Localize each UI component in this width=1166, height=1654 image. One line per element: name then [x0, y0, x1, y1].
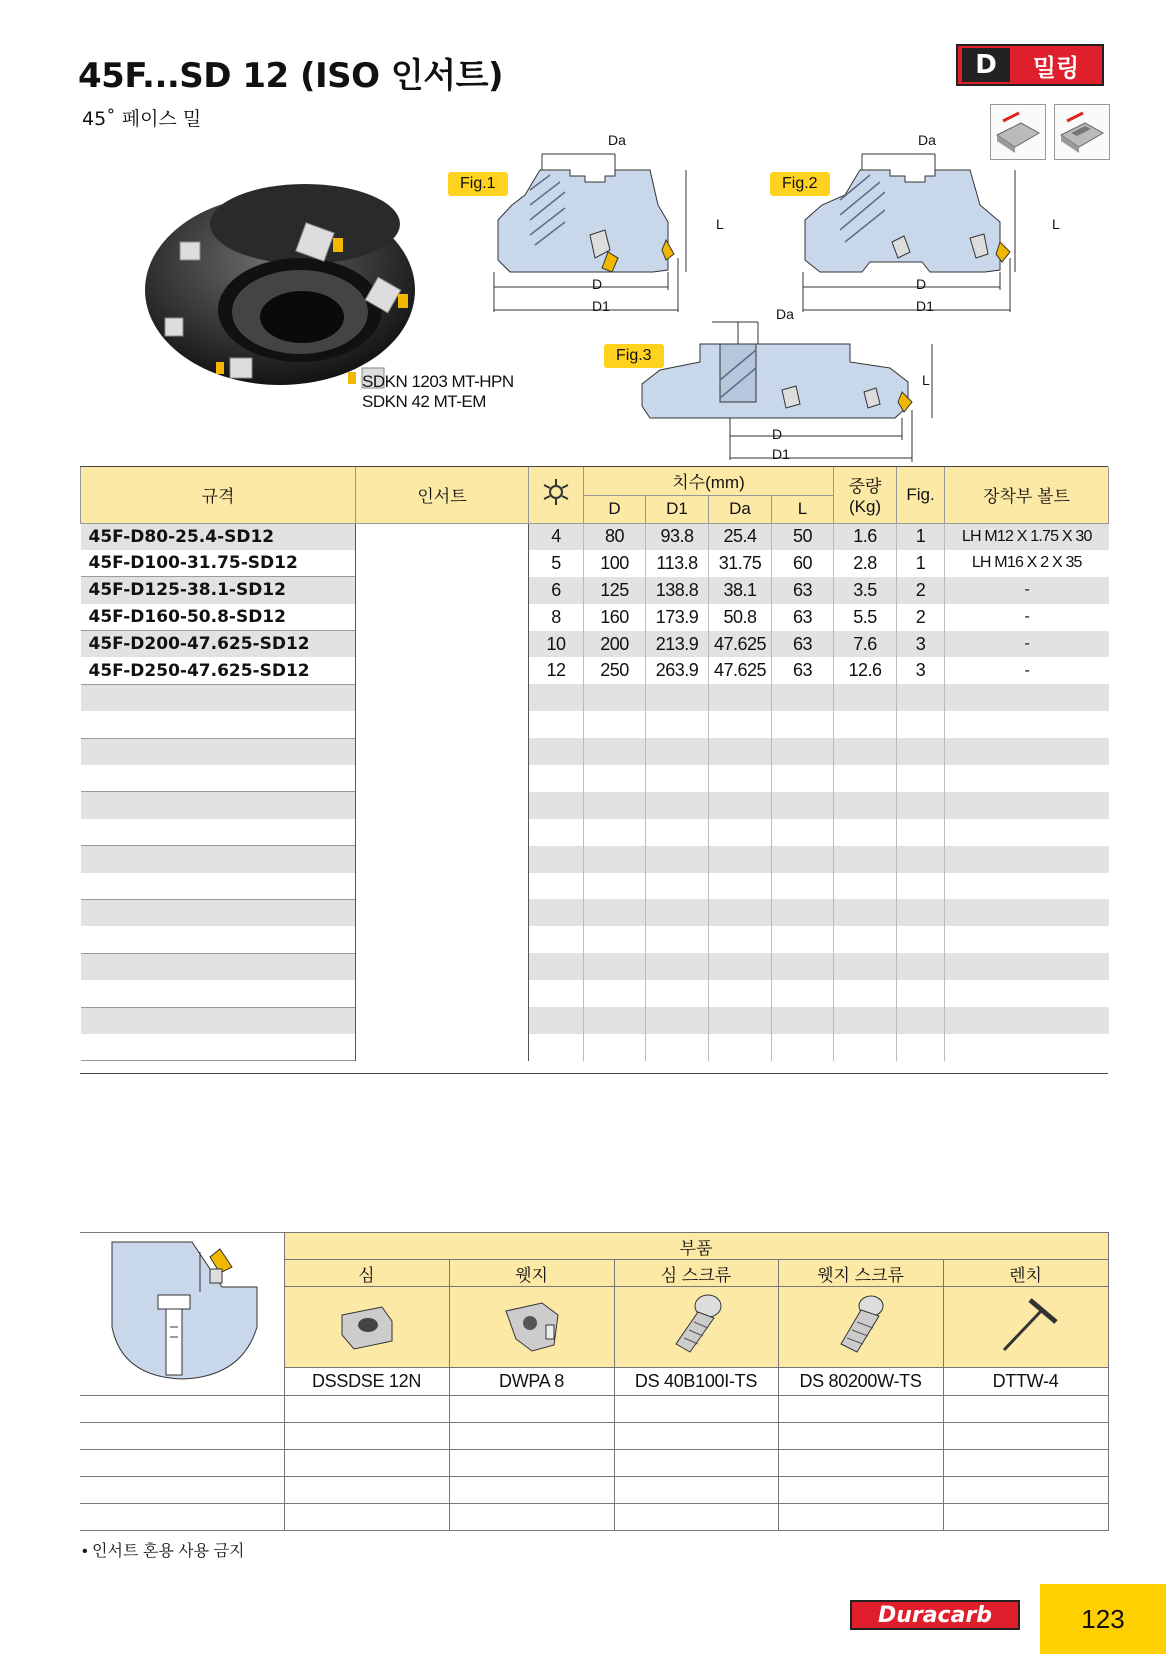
col-spec: 규격: [81, 467, 356, 523]
table-row: [81, 711, 1109, 738]
parts-empty-cell: [80, 1477, 284, 1504]
cell-weight: 3.5: [834, 577, 897, 604]
cell-l: [772, 846, 834, 873]
cell-d: [584, 953, 646, 980]
cell-weight: [834, 819, 897, 846]
table-row: [81, 604, 1109, 631]
cell-spec: [81, 980, 356, 1007]
parts-col-shim-screw: 심 스크류: [614, 1260, 778, 1287]
cell-bolt: [945, 819, 1109, 846]
col-insert: 인서트: [356, 467, 529, 523]
part-code-wedge: DWPA 8: [449, 1368, 614, 1396]
cell-spec: 45F-D200-47.625-SD12: [81, 631, 356, 658]
cell-fig: 1: [897, 550, 945, 577]
cell-weight: [834, 1034, 897, 1061]
cell-teeth: [529, 684, 584, 711]
cutter-teeth-icon: [541, 477, 571, 507]
cell-spec: [81, 738, 356, 765]
cell-teeth: 10: [529, 631, 584, 658]
fig3-d1-label: D1: [772, 446, 790, 462]
parts-empty-cell: [778, 1396, 943, 1423]
parts-empty-row: [80, 1396, 1108, 1423]
insert-code: SDKN 1203 MT-HPN: [362, 372, 514, 392]
cell-bolt: [945, 873, 1109, 900]
cell-teeth: [529, 711, 584, 738]
fig2-drawing: [800, 130, 1060, 325]
parts-header: 부품: [284, 1233, 1108, 1260]
parts-empty-cell: [778, 1477, 943, 1504]
cell-l: 50: [772, 523, 834, 550]
cell-da: [709, 1034, 772, 1061]
col-bolt: 장착부 볼트: [945, 467, 1109, 523]
badge-text: 밀링: [1032, 53, 1080, 82]
table-row: [81, 577, 1109, 604]
cell-fig: [897, 1034, 945, 1061]
cell-l: [772, 926, 834, 953]
assembly-diagram: [92, 1237, 272, 1387]
table-bottom-rule: [80, 1073, 1108, 1074]
cell-d: 80: [584, 523, 646, 550]
cell-d: 100: [584, 550, 646, 577]
cell-spec: [81, 846, 356, 873]
cell-d: [584, 926, 646, 953]
fig3-label: Fig.3: [604, 344, 664, 368]
cell-l: 63: [772, 631, 834, 658]
cell-fig: [897, 1007, 945, 1034]
fig2-d1-label: D1: [916, 298, 934, 314]
cell-weight: [834, 765, 897, 792]
cell-l: 63: [772, 577, 834, 604]
cell-bolt: LH M16 X 2 X 35: [945, 550, 1109, 577]
parts-empty-cell: [449, 1423, 614, 1450]
cell-spec: [81, 819, 356, 846]
cell-da: [709, 846, 772, 873]
parts-empty-cell: [778, 1450, 943, 1477]
cell-spec: 45F-D80-25.4-SD12: [81, 523, 356, 550]
cell-teeth: [529, 792, 584, 819]
cell-fig: [897, 792, 945, 819]
fig1-da-label: Da: [608, 132, 626, 148]
spec-table: [80, 372, 1109, 1061]
cell-fig: [897, 765, 945, 792]
cell-spec: 45F-D160-50.8-SD12: [81, 604, 356, 631]
category-badge: [956, 44, 1104, 86]
cell-weight: [834, 899, 897, 926]
cell-teeth: [529, 980, 584, 1007]
cell-fig: 2: [897, 604, 945, 631]
table-row: [81, 684, 1109, 711]
fig3-drawing: [640, 310, 940, 475]
cell-l: [772, 1034, 834, 1061]
shim-screw-icon: [614, 1287, 778, 1368]
cell-l: [772, 792, 834, 819]
cell-fig: 3: [897, 657, 945, 684]
cell-teeth: [529, 899, 584, 926]
table-row: [81, 846, 1109, 873]
brand-logo: Duracarb: [850, 1600, 1020, 1630]
cell-d1: [646, 684, 709, 711]
parts-empty-row: [80, 1477, 1108, 1504]
parts-empty-cell: [943, 1504, 1108, 1531]
part-code-shim-screw: DS 40B100I-TS: [614, 1368, 778, 1396]
cell-fig: 2: [897, 577, 945, 604]
cell-fig: [897, 846, 945, 873]
cell-d1: [646, 738, 709, 765]
cell-weight: [834, 980, 897, 1007]
cell-d1: [646, 953, 709, 980]
part-code-shim: DSSDSE 12N: [284, 1368, 449, 1396]
col-fig: Fig.: [897, 467, 945, 523]
cell-l: [772, 899, 834, 926]
cell-da: [709, 711, 772, 738]
cell-fig: [897, 684, 945, 711]
cell-da: [709, 1007, 772, 1034]
insert-code: SDKN 42 MT-EM: [362, 392, 486, 412]
cell-d1: [646, 819, 709, 846]
parts-empty-cell: [614, 1423, 778, 1450]
table-row: [81, 899, 1109, 926]
cell-fig: 1: [897, 523, 945, 550]
cell-weight: [834, 738, 897, 765]
parts-col-wedge: 웻지: [449, 1260, 614, 1287]
cell-bolt: [945, 765, 1109, 792]
cell-bolt: [945, 980, 1109, 1007]
cell-weight: [834, 873, 897, 900]
cell-teeth: [529, 765, 584, 792]
slot-milling-op-icon: [1054, 104, 1110, 160]
cell-d1: [646, 711, 709, 738]
cell-d1: [646, 1034, 709, 1061]
cell-d: [584, 1034, 646, 1061]
cell-d: [584, 765, 646, 792]
cell-spec: [81, 873, 356, 900]
cell-weight: [834, 926, 897, 953]
badge-letter: D: [962, 48, 1010, 82]
cell-bolt: [945, 953, 1109, 980]
parts-empty-cell: [778, 1504, 943, 1531]
parts-empty-cell: [284, 1423, 449, 1450]
fig2-da-label: Da: [918, 132, 936, 148]
cell-d: [584, 846, 646, 873]
parts-empty-cell: [284, 1396, 449, 1423]
parts-col-wrench: 렌치: [943, 1260, 1108, 1287]
fig3-da-label: Da: [776, 306, 794, 322]
cell-da: [709, 899, 772, 926]
cell-d: 200: [584, 631, 646, 658]
cell-l: 60: [772, 550, 834, 577]
cell-d: [584, 819, 646, 846]
cell-teeth: [529, 1007, 584, 1034]
cell-da: 25.4: [709, 523, 772, 550]
cell-teeth: [529, 846, 584, 873]
parts-empty-cell: [284, 1450, 449, 1477]
table-row: [81, 819, 1109, 846]
cell-fig: [897, 926, 945, 953]
cell-fig: [897, 873, 945, 900]
cell-bolt: [945, 711, 1109, 738]
cell-fig: [897, 711, 945, 738]
cell-d1: 138.8: [646, 577, 709, 604]
cell-d: [584, 792, 646, 819]
cell-teeth: [529, 926, 584, 953]
cell-da: 38.1: [709, 577, 772, 604]
fig2-l-label: L: [1052, 216, 1060, 232]
parts-empty-cell: [943, 1477, 1108, 1504]
cell-d1: [646, 765, 709, 792]
cell-d1: [646, 1007, 709, 1034]
parts-empty-cell: [778, 1423, 943, 1450]
cell-d: [584, 684, 646, 711]
cell-weight: 2.8: [834, 550, 897, 577]
cell-da: [709, 980, 772, 1007]
parts-empty-cell: [449, 1450, 614, 1477]
cell-d: [584, 873, 646, 900]
cell-spec: [81, 792, 356, 819]
cell-l: 63: [772, 657, 834, 684]
table-row: [81, 926, 1109, 953]
cell-spec: [81, 899, 356, 926]
cell-l: 63: [772, 604, 834, 631]
cell-teeth: 5: [529, 550, 584, 577]
cell-bolt: -: [945, 657, 1109, 684]
cell-spec: [81, 953, 356, 980]
cell-bolt: [945, 684, 1109, 711]
fig3-d-label: D: [772, 426, 783, 442]
cell-l: [772, 711, 834, 738]
cell-teeth: 4: [529, 523, 584, 550]
cell-d: 250: [584, 657, 646, 684]
cell-weight: [834, 711, 897, 738]
part-code-wedge-screw: DS 80200W-TS: [778, 1368, 943, 1396]
fig1-label: Fig.1: [448, 172, 508, 196]
cell-da: [709, 819, 772, 846]
cell-teeth: [529, 738, 584, 765]
cell-teeth: [529, 873, 584, 900]
col-d: D: [584, 495, 646, 523]
cell-d1: [646, 926, 709, 953]
cell-fig: [897, 899, 945, 926]
fig1-l-label: L: [716, 216, 724, 232]
shim-icon: [284, 1287, 449, 1368]
wedge-icon: [449, 1287, 614, 1368]
cell-d1: [646, 873, 709, 900]
parts-empty-cell: [80, 1423, 284, 1450]
table-row: [81, 1034, 1109, 1061]
cell-da: 50.8: [709, 604, 772, 631]
parts-empty-cell: [943, 1423, 1108, 1450]
cell-d: [584, 980, 646, 1007]
col-da: Da: [709, 495, 772, 523]
cell-weight: [834, 792, 897, 819]
cell-fig: [897, 738, 945, 765]
cell-bolt: LH M12 X 1.75 X 30: [945, 523, 1109, 550]
parts-empty-cell: [449, 1477, 614, 1504]
cell-bolt: -: [945, 604, 1109, 631]
cell-teeth: 12: [529, 657, 584, 684]
cell-l: [772, 684, 834, 711]
cell-l: [772, 765, 834, 792]
cell-spec: [81, 711, 356, 738]
table-row: [81, 631, 1109, 658]
cell-d: [584, 899, 646, 926]
cell-da: [709, 873, 772, 900]
fig2-label: Fig.2: [770, 172, 830, 196]
parts-col-shim: 심: [284, 1260, 449, 1287]
parts-empty-row: [80, 1504, 1108, 1531]
fig1-d1-label: D1: [592, 298, 610, 314]
parts-empty-cell: [943, 1450, 1108, 1477]
parts-empty-row: [80, 1423, 1108, 1450]
fig2-d-label: D: [916, 276, 927, 292]
cell-da: [709, 953, 772, 980]
table-row: [81, 765, 1109, 792]
cell-l: [772, 953, 834, 980]
col-weight: 중량 (Kg): [834, 467, 897, 523]
cell-da: [709, 684, 772, 711]
cell-d1: 263.9: [646, 657, 709, 684]
cell-spec: [81, 926, 356, 953]
cell-da: 47.625: [709, 657, 772, 684]
parts-table: [80, 1232, 1109, 1531]
table-row: [81, 873, 1109, 900]
cell-bolt: [945, 926, 1109, 953]
cell-d: 125: [584, 577, 646, 604]
cell-bolt: -: [945, 631, 1109, 658]
table-row: [81, 523, 1109, 550]
cell-l: [772, 873, 834, 900]
page-subtitle: 45˚ 페이스 밀: [82, 108, 202, 130]
cell-teeth: 6: [529, 577, 584, 604]
cell-fig: [897, 980, 945, 1007]
parts-empty-cell: [80, 1504, 284, 1531]
cell-da: [709, 926, 772, 953]
col-dims: 치수(mm): [584, 467, 834, 495]
table-row: [81, 980, 1109, 1007]
cell-fig: [897, 953, 945, 980]
cell-weight: [834, 846, 897, 873]
cell-teeth: 8: [529, 604, 584, 631]
table-row: [81, 1007, 1109, 1034]
cell-l: [772, 980, 834, 1007]
cell-bolt: [945, 792, 1109, 819]
parts-empty-cell: [80, 1396, 284, 1423]
page-title: 45F...SD 12 (ISO 인서트): [78, 56, 503, 96]
cell-l: [772, 819, 834, 846]
cell-d: 160: [584, 604, 646, 631]
assembly-diagram-cell: [80, 1233, 284, 1396]
parts-empty-cell: [284, 1477, 449, 1504]
cell-d: [584, 738, 646, 765]
cell-l: [772, 738, 834, 765]
cell-weight: 1.6: [834, 523, 897, 550]
part-code-wrench: DTTW-4: [943, 1368, 1108, 1396]
parts-empty-cell: [614, 1504, 778, 1531]
usage-note: • 인서트 혼용 사용 금지: [82, 1543, 245, 1560]
fig3-l-label: L: [922, 372, 930, 388]
table-row: [81, 738, 1109, 765]
cell-d1: [646, 792, 709, 819]
cell-weight: [834, 953, 897, 980]
cell-d1: [646, 980, 709, 1007]
cell-spec: [81, 684, 356, 711]
cell-weight: 7.6: [834, 631, 897, 658]
cell-d1: [646, 899, 709, 926]
cell-weight: [834, 684, 897, 711]
cell-da: 47.625: [709, 631, 772, 658]
page-number: 123: [1040, 1584, 1166, 1654]
cell-bolt: [945, 899, 1109, 926]
cell-bolt: [945, 1007, 1109, 1034]
cell-l: [772, 1007, 834, 1034]
cell-weight: [834, 1007, 897, 1034]
wedge-screw-icon: [778, 1287, 943, 1368]
cell-bolt: [945, 846, 1109, 873]
cell-da: [709, 792, 772, 819]
cell-d: [584, 1007, 646, 1034]
parts-empty-cell: [614, 1396, 778, 1423]
table-row: [81, 657, 1109, 684]
table-row: [81, 792, 1109, 819]
cell-d: [584, 711, 646, 738]
cell-teeth: [529, 819, 584, 846]
cell-d1: 113.8: [646, 550, 709, 577]
cell-fig: [897, 819, 945, 846]
col-d1: D1: [646, 495, 709, 523]
cell-spec: 45F-D100-31.75-SD12: [81, 550, 356, 577]
fig1-drawing: [490, 130, 740, 325]
cell-spec: 45F-D125-38.1-SD12: [81, 577, 356, 604]
parts-empty-cell: [614, 1477, 778, 1504]
fig1-d-label: D: [592, 276, 603, 292]
cell-da: [709, 765, 772, 792]
cell-spec: 45F-D250-47.625-SD12: [81, 657, 356, 684]
col-l: L: [772, 495, 834, 523]
cell-fig: 3: [897, 631, 945, 658]
wrench-icon: [943, 1287, 1108, 1368]
parts-empty-cell: [614, 1450, 778, 1477]
col-teeth: [529, 467, 584, 523]
cell-d1: 173.9: [646, 604, 709, 631]
cell-bolt: -: [945, 577, 1109, 604]
parts-empty-cell: [80, 1450, 284, 1477]
cell-da: [709, 738, 772, 765]
cell-spec: [81, 1034, 356, 1061]
cell-d1: 93.8: [646, 523, 709, 550]
cell-teeth: [529, 953, 584, 980]
table-row: [81, 953, 1109, 980]
cell-d1: [646, 846, 709, 873]
cell-da: 31.75: [709, 550, 772, 577]
parts-col-wedge-screw: 웻지 스크류: [778, 1260, 943, 1287]
cell-d1: 213.9: [646, 631, 709, 658]
parts-empty-cell: [449, 1504, 614, 1531]
cell-bolt: [945, 1034, 1109, 1061]
cell-spec: [81, 765, 356, 792]
cell-weight: 5.5: [834, 604, 897, 631]
cell-teeth: [529, 1034, 584, 1061]
cell-bolt: [945, 738, 1109, 765]
cell-spec: [81, 1007, 356, 1034]
parts-empty-row: [80, 1450, 1108, 1477]
parts-empty-cell: [943, 1396, 1108, 1423]
cell-weight: 12.6: [834, 657, 897, 684]
parts-empty-cell: [284, 1504, 449, 1531]
parts-empty-cell: [449, 1396, 614, 1423]
table-row: [81, 550, 1109, 577]
